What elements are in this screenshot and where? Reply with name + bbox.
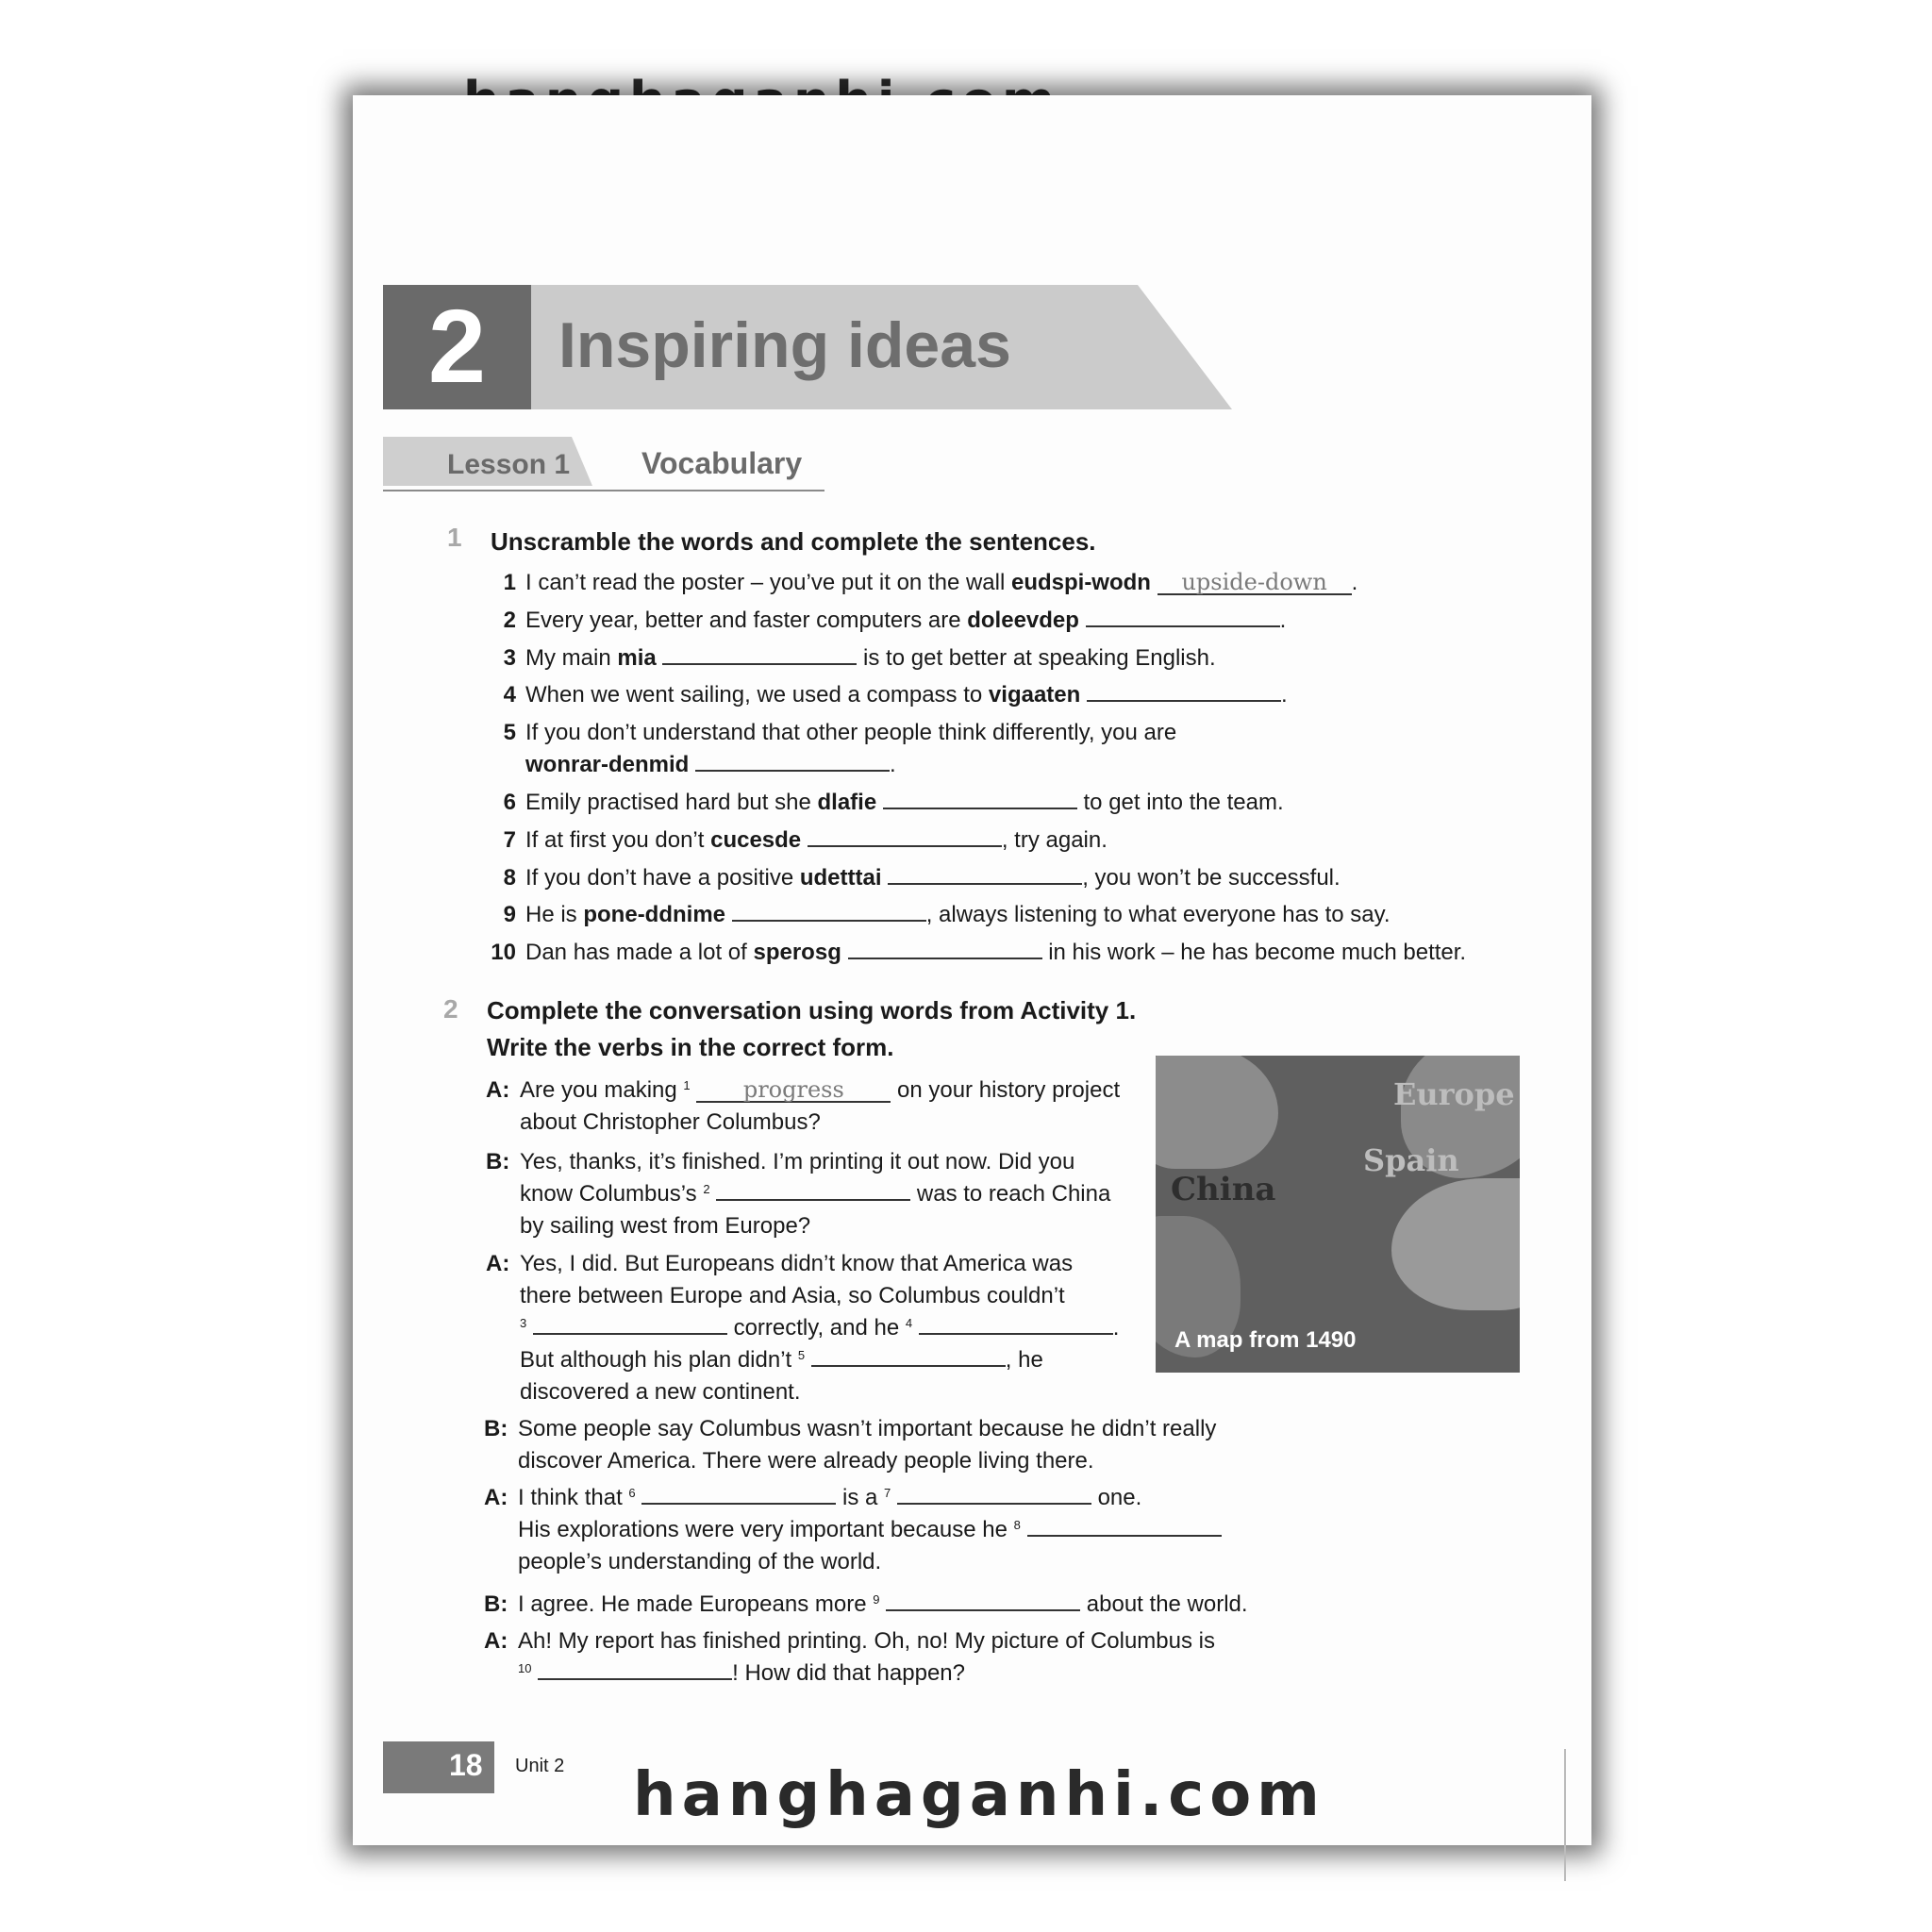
dialogue-line-a3: A: I think that $^6$ is a $^7$ one. His explorations were very important because he $^8$ people’s understanding of the world. <box>484 1482 1222 1578</box>
activity-1-item-2: 2 Every year, better and faster computers are doleevdep . <box>476 605 1286 637</box>
blank-dialog-8[interactable] <box>1027 1514 1222 1537</box>
activity-1-instruction: Unscramble the words and complete the sentences. <box>491 527 1096 556</box>
blank-dialog-3[interactable] <box>533 1312 727 1335</box>
blank-6[interactable] <box>883 787 1077 809</box>
watermark-bottom: hanghaganhi.com <box>633 1760 1325 1830</box>
dialogue-line-a4: A: Ah! My report has finished printing. Oh, no! My picture of Columbus is $^{10}$ ! How did that happen? <box>484 1628 1215 1686</box>
dialogue-line-b1: B: Yes, thanks, it’s finished. I’m printing it out now. Did you know Columbus’s $^2$ was to reach China by sailing west from Europe? <box>486 1149 1111 1239</box>
blank-9[interactable] <box>732 899 926 922</box>
blank-8[interactable] <box>888 862 1082 885</box>
dialogue-line-a1: A: Are you making $^1$ progress on your history project about Christopher Columbus? <box>486 1076 1121 1135</box>
activity-1-item-8: 8 If you don’t have a positive udetttai , you won’t be successful. <box>476 862 1341 894</box>
lesson-underline <box>383 490 824 491</box>
blank-4[interactable] <box>1087 679 1281 702</box>
map-label-china: China <box>1171 1171 1276 1208</box>
map-label-europe: Europe <box>1393 1076 1515 1112</box>
blank-dialog-2[interactable] <box>716 1178 910 1201</box>
map-caption: A map from 1490 <box>1174 1327 1357 1353</box>
blank-dialog-9[interactable] <box>886 1589 1080 1611</box>
map-landmass <box>1391 1178 1520 1310</box>
blank-dialog-5[interactable] <box>811 1344 1006 1367</box>
activity-1-item-7: 7 If at first you don’t cucesde , try again. <box>476 824 1108 857</box>
unit-title: Inspiring ideas <box>558 309 1011 381</box>
activity-1-number: 1 <box>447 523 462 552</box>
blank-5[interactable] <box>695 749 890 772</box>
activity-1-item-3: 3 My main mia is to get better at speaking English. <box>476 642 1216 675</box>
page-number: 18 <box>449 1748 483 1782</box>
answer-1[interactable]: upside-down <box>1158 571 1352 595</box>
activity-1-item-10: 10 Dan has made a lot of sperosg in his work – he has become much better. <box>476 937 1466 969</box>
dialogue-line-a2: A: Yes, I did. But Europeans didn’t know that America was there between Europe and Asia, so Columbus couldn’t $^3$ correctly, and he $^4$ . But although his plan didn’t $^5$ , he discovered a new continent. <box>486 1251 1120 1405</box>
blank-dialog-10[interactable] <box>538 1657 732 1680</box>
blank-dialog-4[interactable] <box>919 1312 1113 1335</box>
lesson-label: Lesson 1 <box>447 449 571 480</box>
activity-1-item-9: 9 He is pone-ddnime , always listening to what everyone has to say. <box>476 899 1391 931</box>
map-landmass <box>1156 1056 1278 1169</box>
footer-unit-label: Unit 2 <box>515 1756 565 1776</box>
map-image <box>1156 1056 1520 1373</box>
margin-line <box>1564 1749 1566 1881</box>
activity-1-item-5: 5 If you don’t understand that other people think differently, you are wonrar-denmid . <box>503 720 1177 777</box>
map-label-spain: Spain <box>1363 1142 1459 1178</box>
dialogue-line-b3: B: I agree. He made Europeans more $^9$ about the world. <box>484 1589 1248 1621</box>
activity-1-item-6: 6 Emily practised hard but she dlafie to get into the team. <box>476 787 1284 819</box>
workbook-page <box>353 95 1591 1845</box>
unit-number: 2 <box>427 289 487 405</box>
blank-3[interactable] <box>662 642 857 665</box>
blank-dialog-6[interactable] <box>641 1482 836 1505</box>
lesson-title: Vocabulary <box>641 446 803 480</box>
activity-2-number: 2 <box>443 994 458 1024</box>
activity-1-item-4: 4 When we went sailing, we used a compass to vigaaten . <box>476 679 1288 711</box>
blank-10[interactable] <box>848 937 1042 959</box>
blank-7[interactable] <box>808 824 1002 847</box>
activity-1-item-1: 1 I can’t read the poster – you’ve put it on the wall eudspi-wodn upside-down . <box>503 569 1358 595</box>
activity-2-instruction: Complete the conversation using words from Activity 1. Write the verbs in the correct form. <box>487 996 1137 1061</box>
dialogue-line-b2: B: Some people say Columbus wasn’t important because he didn’t really discover America. There were already people living there. <box>484 1416 1217 1474</box>
blank-dialog-7[interactable] <box>897 1482 1091 1505</box>
blank-2[interactable] <box>1086 605 1280 627</box>
answer-dialog-1[interactable]: progress <box>696 1078 891 1103</box>
